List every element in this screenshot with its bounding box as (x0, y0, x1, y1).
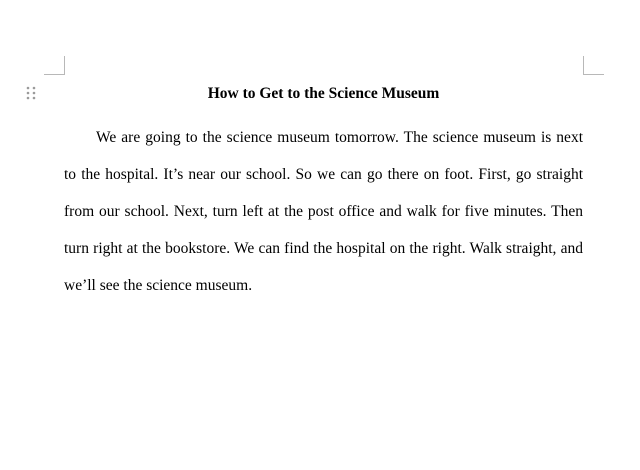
margin-corner-top-left (44, 56, 65, 75)
margin-corner-top-right (583, 56, 604, 75)
document-title[interactable]: How to Get to the Science Museum (207, 85, 440, 102)
document-paragraph[interactable]: We are going to the science museum tomorrow. The science museum is next to the hospital. It’s near our school. So we can go there on foot. First, go straight from our school. Next, turn left at the post office and walk for five minutes. Then turn right at the bookstore. We can find the hospital on the right. Walk straight, and we’ll see the science museum. (64, 129, 583, 294)
drag-handle-icon[interactable] (26, 86, 36, 100)
